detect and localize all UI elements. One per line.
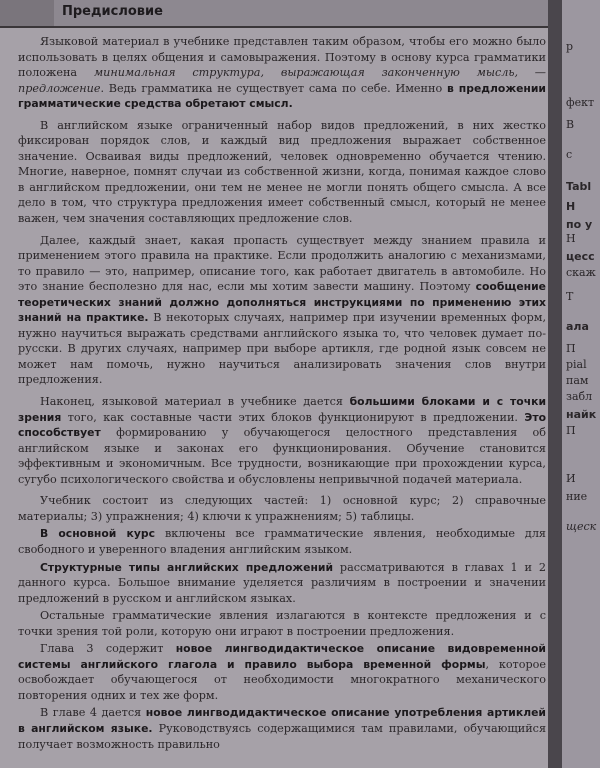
next-page-fragment: цесс bbox=[566, 250, 595, 263]
next-page-fragment: с bbox=[566, 148, 573, 161]
paragraph: Наконец, языковой материал в учебнике дается большими блоками и с точки зрения того, как составные части этих блоков функционируют в предложении. Это способствует формированию у обучающегося целостного представления об английском языке и законах его функционирования. Обучение становится эффективным и экономичным. Все трудности, возникающие при прохождении курса, сугубо психологического свойства и обусловлены непривычной подачей материала. bbox=[18, 395, 547, 486]
paragraph: В основной курс включены все грамматические явления, необходимые для свободного и уверенного владения английским языком. bbox=[18, 527, 546, 556]
next-page-fragment: р bbox=[566, 40, 574, 53]
next-page-fragment: найк bbox=[566, 408, 597, 421]
header-mark bbox=[0, 0, 54, 26]
paragraph: Учебник состоит из следующих частей: 1) основной курс; 2) справочные материалы; 3) упражнения; 4) ключи к упражнениям; 5) таблицы. bbox=[18, 494, 546, 523]
next-page-fragment: скаж bbox=[566, 266, 596, 279]
next-page-fragment: П bbox=[566, 342, 576, 355]
next-page-fragment: Н bbox=[566, 232, 576, 245]
next-page-fragment: ние bbox=[566, 490, 588, 503]
paragraph: В английском языке ограниченный набор видов предложений, в них жестко фиксирован порядок слов, и каждый вид предложения выражает собственное значение. Осваивая виды предложений, человек одновременно обучается чтению. Многие, наверное, помнят случаи из собственной жизни, когда, понимая каждое слово в английском предложении, они тем не менее не могли понять общего смысла. А все дело в том, что структура предложения имеет собственный смысл, который не менее важен, чем значения составляющих предложение слов. bbox=[18, 118, 546, 226]
body-text bbox=[18, 34, 546, 754]
page-title: Предисловие bbox=[62, 4, 163, 19]
next-page-fragment: В bbox=[566, 118, 575, 131]
paragraph: Остальные грамматические явления излагаются в контексте предложения и с точки зрения той роли, которую они играют в построении предложения. bbox=[18, 609, 546, 638]
next-page-fragment: Tabl bbox=[566, 180, 592, 193]
next-page-fragment: фект bbox=[566, 96, 595, 109]
next-page-fragment: Н bbox=[566, 200, 576, 213]
paragraph: В главе 4 дается новое лингводидактическое описание употребления артиклей в английском языке. Руководствуясь содержащимися там правилами, обучающийся получает возможность правильно bbox=[18, 706, 547, 751]
next-page-fragment: ала bbox=[566, 320, 589, 333]
next-page-fragment: щеск bbox=[566, 520, 597, 533]
next-page-fragment: забл bbox=[566, 390, 593, 403]
paragraph: Глава 3 содержит новое лингводидактическое описание видовременной системы английского глагола и правило выбора временной формы, которое освобождает обучающегося от необходимости многократного механического повторения одних и тех же форм. bbox=[18, 642, 546, 702]
next-page-edge bbox=[562, 0, 600, 768]
book-gutter bbox=[548, 0, 562, 768]
next-page-fragment: пам bbox=[566, 374, 589, 387]
next-page-fragment: П bbox=[566, 424, 576, 437]
next-page-fragment: И bbox=[566, 472, 576, 485]
running-header bbox=[0, 0, 548, 28]
next-page-fragment: Т bbox=[566, 290, 574, 303]
paragraph: Структурные типы английских предложений рассматриваются в главах 1 и 2 данного курса. Большое внимание уделяется различиям в построении и значении предложений в русском и английском языках. bbox=[18, 560, 546, 605]
next-page-fragment: рial bbox=[566, 358, 587, 371]
next-page-fragment: по у bbox=[566, 218, 593, 231]
paragraph: Далее, каждый знает, какая пропасть существует между знанием правила и применением этого правила на практике. Если продолжить аналогию с механизмами, то правило — это, например, описание того, как работает двигатель в автомобиле. Но это знание бесполезно для нас, если мы хотим завести машину. Поэтому сообщение теоретических знаний должно дополняться инструкциями по применению этих знаний на практике. В некоторых случаях, например при изучении временных форм, нужно научиться выражать средствами английского языка то, что человек думает по-русски. В других случаях, например при выборе артикля, где родной язык совсем не может нам помочь, нужно научиться анализировать значения слов внутри предложения. bbox=[18, 233, 547, 387]
paragraph: Языковой материал в учебнике представлен таким образом, чтобы его можно было использовать в целях общения и самовыражения. Поэтому в основу курса грамматики положена минимальная структура, выражающая законченную мысль, — предложение. Ведь грамматика не существует сама по себе. Именно в предложении грамматические средства обретают смысл. bbox=[18, 35, 547, 111]
